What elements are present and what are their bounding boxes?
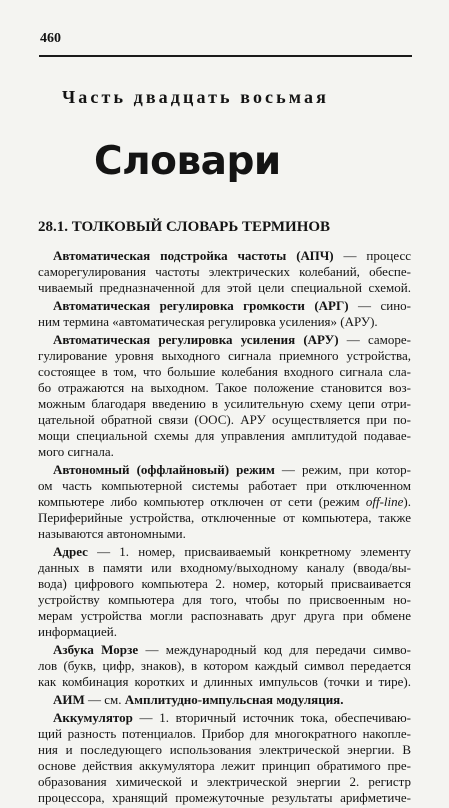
entry-term: Автоматическая регулировка усиления (АРУ): [53, 332, 339, 347]
entry-line: [38, 396, 411, 412]
entry-text: — режим, при котор-: [274, 462, 411, 477]
entry-term: АИМ: [53, 692, 85, 707]
entry-text: устройству компьютера для того, чтобы по присвоенным но-: [38, 592, 411, 607]
entry-text: называются автономными.: [38, 526, 186, 541]
entry-line: [38, 742, 411, 758]
entry-line: [38, 280, 411, 296]
entry-line: [38, 412, 411, 428]
entry-text: компьютере либо компьютер отключен от сети (режим: [38, 494, 366, 509]
entry-text: вода) цифрового компьютера 2. номер, который присваивается: [38, 576, 411, 591]
glossary-entries: [38, 248, 411, 808]
entry-text: процессора, хранящий промежуточные результаты арифметиче-: [38, 790, 411, 805]
entry-text: — см.: [84, 692, 125, 707]
entry-line: [38, 592, 411, 608]
chapter-title: Словари: [94, 139, 281, 184]
header-rule: [39, 55, 412, 57]
glossary-entry: [38, 462, 411, 542]
part-title: Часть двадцать восьмая: [62, 87, 329, 107]
entry-text: ния и последующего использования электрической энергии. В: [38, 742, 411, 757]
entry-text: чиваемый предназначенной для этой цели специальной схемой.: [38, 280, 411, 295]
entry-text: — международный код для передачи симво-: [138, 642, 411, 657]
entry-line: [38, 314, 411, 330]
entry-line: [38, 726, 411, 742]
glossary-entry: [38, 332, 411, 460]
entry-text: мощи специальной схемы для управления амплитудой подавае-: [38, 428, 411, 443]
entry-line: [38, 526, 411, 542]
entry-term: Автоматическая подстройка частоты (АПЧ): [53, 248, 334, 263]
entry-text: гулирование уровня выходного сигнала приемного устройства,: [38, 348, 411, 363]
entry-line: [38, 264, 411, 280]
entry-line: [38, 608, 411, 624]
entry-text: можным благодаря введению в усилительную схему цепи отри-: [38, 396, 411, 411]
entry-line: [38, 510, 411, 526]
entry-line: [38, 494, 411, 510]
entry-text: off-line: [365, 494, 404, 509]
glossary-entry: [38, 544, 411, 640]
entry-line: [38, 248, 411, 264]
entry-text: как комбинация коротких и длинных импульсов (точки и тире).: [38, 674, 411, 689]
entry-text: — саморе-: [338, 332, 411, 347]
entry-term: Адрес: [53, 544, 88, 559]
entry-text: саморегулирования частоты электрических колебаний, обеспе-: [38, 264, 411, 279]
entry-term: Амплитудно-импульсная модуляция.: [124, 692, 344, 707]
entry-line: [38, 790, 411, 806]
entry-line: [38, 298, 411, 314]
entry-text: мерам устройства могли распознавать друг друга при обмене: [38, 608, 411, 623]
entry-text: состоящее в том, что большие колебания входного сигнала сла-: [38, 364, 411, 379]
glossary-entry: [38, 248, 411, 296]
entry-line: [38, 710, 411, 726]
entry-text: — процесс: [333, 248, 411, 263]
entry-line: [38, 758, 411, 774]
entry-line: [38, 560, 411, 576]
entry-line: [38, 428, 411, 444]
entry-line: [38, 364, 411, 380]
entry-line: [38, 674, 411, 690]
entry-line: [38, 642, 411, 658]
entry-term: Автоматическая регулировка громкости (АРГ): [53, 298, 349, 313]
glossary-entry: [38, 692, 411, 708]
entry-text: информацией.: [38, 624, 117, 639]
entry-term: Аккумулятор: [53, 710, 133, 725]
entry-line: [38, 462, 411, 478]
entry-text: — 1. вторичный источник тока, обеспечиваю-: [132, 710, 411, 725]
entry-line: [38, 332, 411, 348]
entry-line: [38, 348, 411, 364]
entry-line: [38, 380, 411, 396]
entry-text: Периферийные устройства, отключенные от компьютера, также: [38, 510, 411, 525]
entry-line: [38, 544, 411, 560]
entry-text: — 1. номер, присваиваемый конкретному элементу: [87, 544, 411, 559]
entry-line: [38, 774, 411, 790]
entry-line: [38, 576, 411, 592]
entry-text: образования химической и электрической энергии 2. регистр: [38, 774, 411, 789]
entry-text: мого сигнала.: [38, 444, 114, 459]
entry-term: Автономный (оффлайновый) режим: [53, 462, 275, 477]
entry-line: [38, 658, 411, 674]
entry-text: лов (букв, цифр, знаков), в котором каждый символ передается: [38, 658, 411, 673]
entry-text: данных в памяти или входному/выходному каналу (ввода/вы-: [38, 560, 411, 575]
entry-text: — сино-: [348, 298, 411, 313]
glossary-entry: [38, 710, 411, 806]
entry-text: щий разность потенциалов. Прибор для многократного накопле-: [38, 726, 411, 741]
section-heading: 28.1. ТОЛКОВЫЙ СЛОВАРЬ ТЕРМИНОВ: [38, 219, 331, 235]
glossary-entry: [38, 298, 411, 330]
entry-text: основе действия аккумулятора лежит принцип обратимого пре-: [38, 758, 411, 773]
entry-line: [38, 692, 411, 708]
entry-text: ом часть компьютерной системы работает при отключенном: [38, 478, 411, 493]
entry-term: Азбука Морзе: [53, 642, 139, 657]
page-number: 460: [40, 31, 61, 46]
entry-line: [38, 478, 411, 494]
entry-line: [38, 444, 411, 460]
glossary-entry: [38, 642, 411, 690]
entry-line: [38, 624, 411, 640]
entry-text: ).: [403, 494, 411, 509]
entry-text: цательной обратной связи (ООС). АРУ осуществляется при по-: [38, 412, 411, 427]
entry-text: бо отражаются на выходном. Такое положение становится воз-: [38, 380, 411, 395]
entry-text: ним термина «автоматическая регулировка усиления» (АРУ).: [38, 314, 378, 329]
